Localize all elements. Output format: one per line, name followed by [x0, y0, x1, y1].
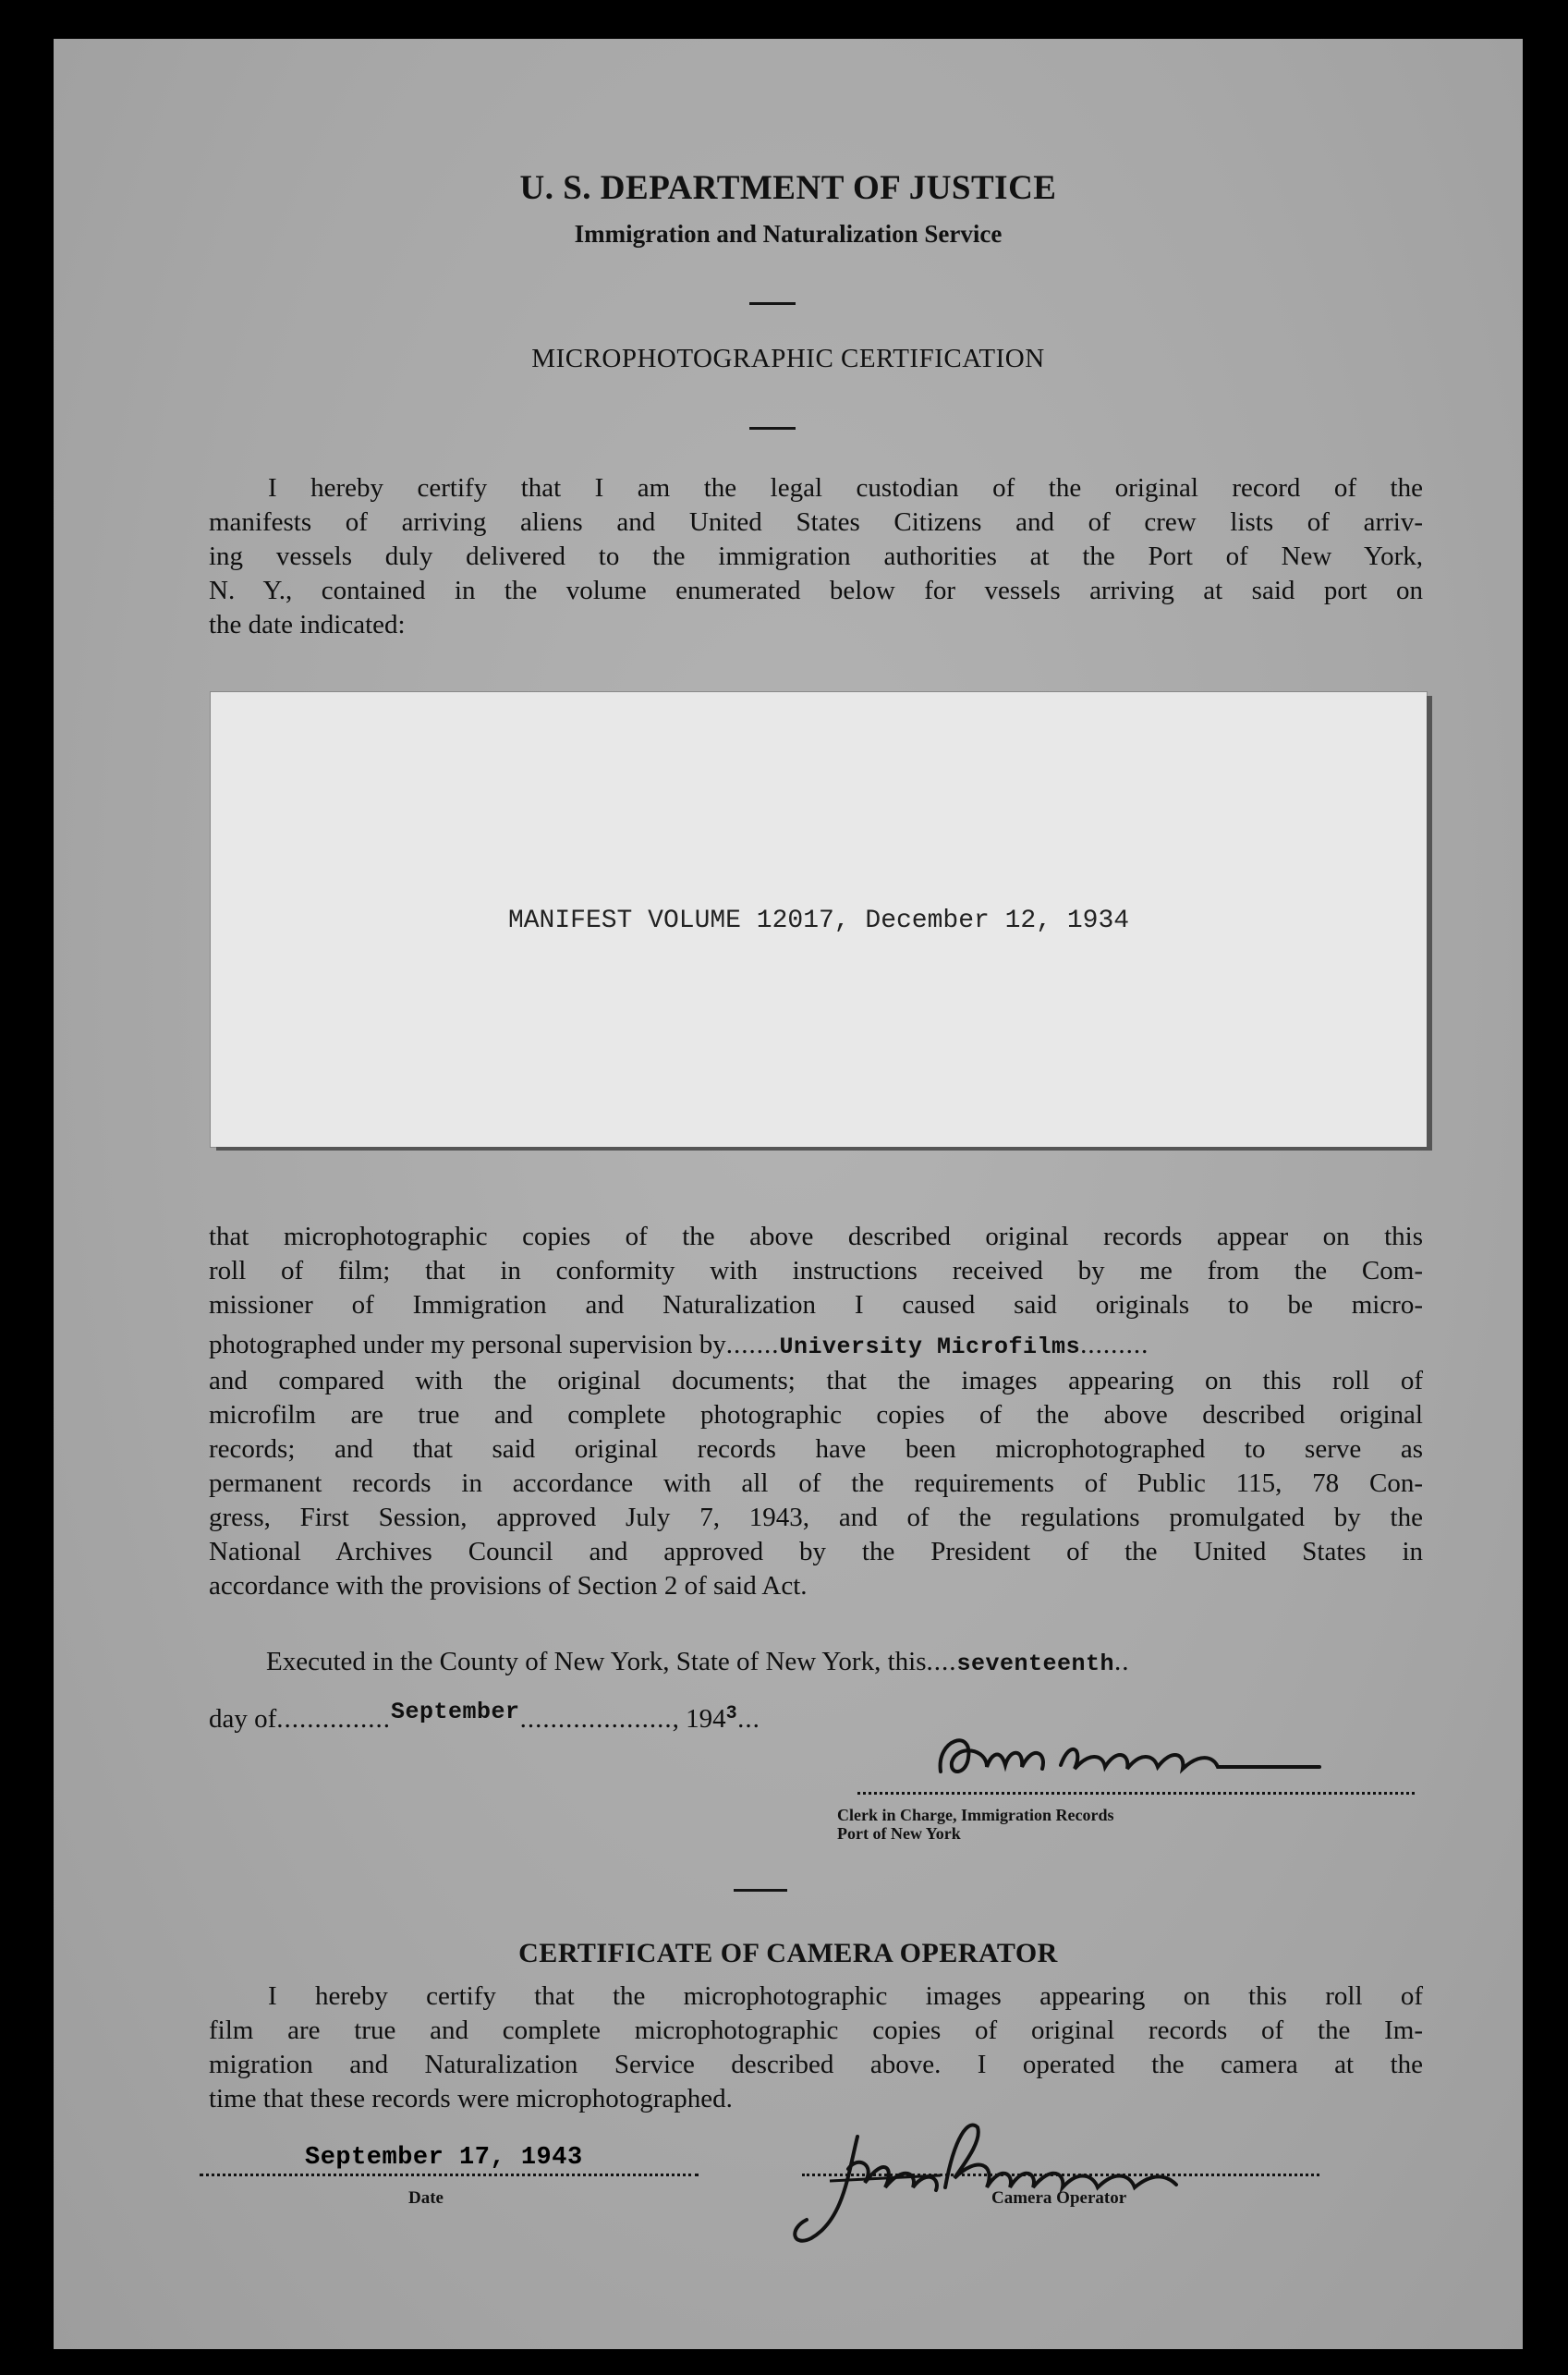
clerk-signature: [885, 1721, 1366, 1795]
camera-certificate-title: CERTIFICATE OF CAMERA OPERATOR: [518, 1938, 1058, 1968]
text-line: and compared with the original documents; that the images appearing on this roll of: [209, 1366, 1423, 1395]
executed-line: Executed in the County of New York, State of New York, this....seventeenth..: [266, 1647, 1130, 1677]
day-of-label: day of: [209, 1704, 277, 1734]
supervision-value: University Microfilms: [779, 1334, 1081, 1360]
department-heading: U. S. DEPARTMENT OF JUSTICE: [519, 169, 1057, 207]
clerk-title-line-2: Port of New York: [837, 1824, 961, 1843]
camera-date-value: September 17, 1943: [305, 2144, 583, 2172]
supervision-prefix: photographed under my personal supervision by: [209, 1330, 726, 1359]
divider: [734, 1889, 787, 1892]
date-label: Date: [408, 2188, 444, 2208]
text-line: National Archives Council and approved by the President of the United States in: [209, 1537, 1423, 1566]
body-paragraph: [209, 1220, 1423, 1603]
divider: [749, 302, 796, 305]
text-line: time that these records were microphotographed.: [209, 2084, 733, 2113]
text-line: permanent records in accordance with all of the requirements of Public 115, 78 Con-: [209, 1468, 1423, 1498]
year-digit: 3: [725, 1703, 738, 1724]
text-line: microfilm are true and complete photographic copies of the above described original: [209, 1400, 1423, 1430]
date-line: [200, 2174, 699, 2176]
text-line: roll of film; that in conformity with instructions received by me from the Com-: [209, 1256, 1423, 1285]
text-line: that microphotographic copies of the above described original records appear on this: [209, 1222, 1423, 1251]
service-subheading: Immigration and Naturalization Service: [574, 220, 1003, 248]
camera-operator-label: Camera Operator: [991, 2188, 1127, 2208]
month-value: September: [391, 1699, 520, 1725]
text-line: I hereby certify that I am the legal custodian of the original record of the: [268, 473, 1423, 503]
clerk-title-line-1: Clerk in Charge, Immigration Records: [837, 1806, 1114, 1824]
year-prefix: , 194: [672, 1704, 726, 1734]
divider: [749, 427, 796, 430]
text-line: manifests of arriving aliens and United States Citizens and of crew lists of arriv-: [209, 507, 1423, 537]
clerk-title: [837, 1806, 1113, 1843]
camera-paragraph: [209, 1979, 1423, 2116]
text-line: film are true and complete microphotographic copies of original records of the Im-: [209, 2016, 1423, 2045]
text-line: migration and Naturalization Service described above. I operated the camera at the: [209, 2050, 1423, 2079]
executed-prefix: Executed in the County of New York, State of New York, this: [266, 1647, 927, 1676]
day-of-line: day of...............September...................., $194^3$...: [209, 1699, 760, 1734]
camera-operator-signature: [756, 2100, 1273, 2266]
text-line: I hereby certify that the microphotographic images appearing on this roll of: [268, 1981, 1423, 2011]
certificate-page: [54, 39, 1523, 2349]
text-line: the date indicated:: [209, 610, 406, 639]
intro-paragraph: [209, 471, 1423, 642]
operator-signature-line: [802, 2174, 1319, 2176]
text-line: missioner of Immigration and Naturalization I caused said originals to be micro-: [209, 1290, 1423, 1320]
supervision-line: photographed under my personal supervision by.......University Microfilms.........: [209, 1330, 1149, 1360]
certification-title: MICROPHOTOGRAPHIC CERTIFICATION: [531, 344, 1045, 373]
manifest-card: [211, 692, 1427, 1147]
clerk-signature-line: [857, 1792, 1415, 1795]
text-line: accordance with the provisions of Section 2 of said Act.: [209, 1571, 808, 1601]
manifest-volume-text: MANIFEST VOLUME 12017, December 12, 1934: [507, 907, 1130, 935]
text-line: N. Y., contained in the volume enumerated below for vessels arriving at said port on: [209, 576, 1423, 605]
text-line: records; and that said original records have been microphotographed to serve as: [209, 1434, 1423, 1464]
text-line: ing vessels duly delivered to the immigration authorities at the Port of New York,: [209, 542, 1423, 571]
text-line: gress, First Session, approved July 7, 1943, and of the regulations promulgated by the: [209, 1503, 1423, 1532]
executed-day-value: seventeenth: [956, 1650, 1115, 1677]
